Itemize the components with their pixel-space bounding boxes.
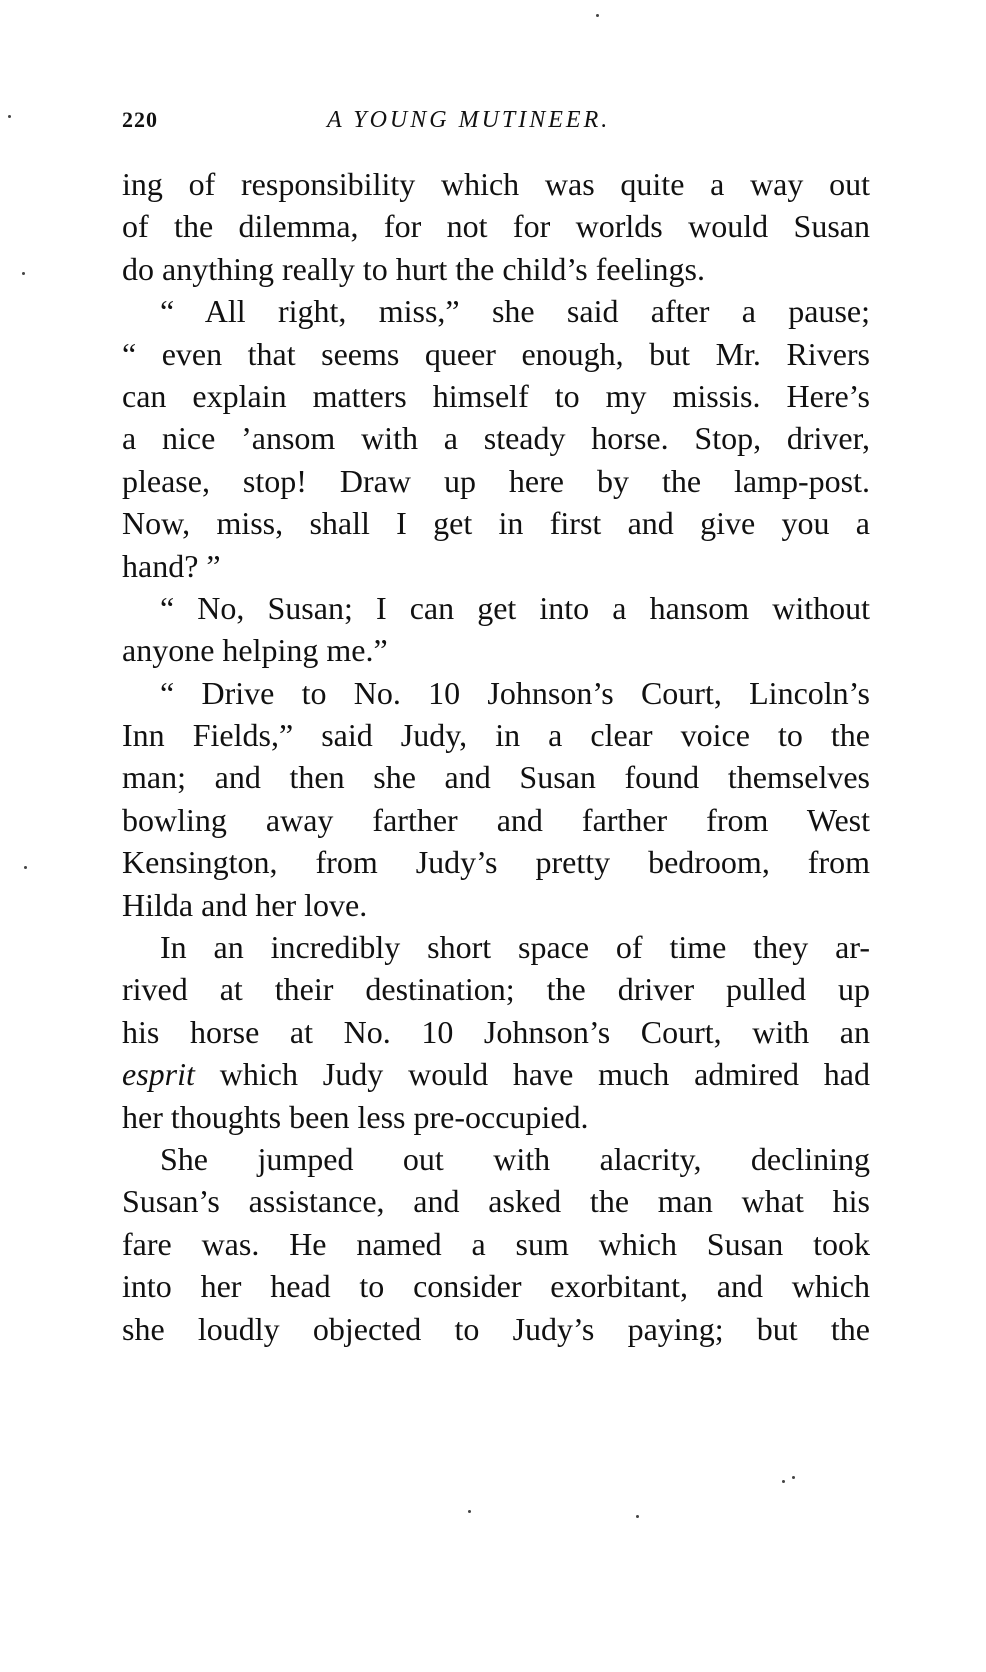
scan-speck <box>8 115 11 118</box>
text-line: Susan’s assistance, and asked the man what his <box>122 1183 870 1220</box>
scan-speck <box>22 272 25 275</box>
text-line: do anything really to hurt the child’s feelings. <box>122 250 705 287</box>
scan-speck <box>24 866 27 869</box>
text-line: please, stop! Draw up here by the lamp-post. <box>122 462 870 499</box>
text-line: hand? ” <box>122 547 221 584</box>
page-number: 220 <box>122 107 158 132</box>
running-title: A YOUNG MUTINEER. <box>327 107 611 133</box>
text-line: “ even that seems queer enough, but Mr. Rivers <box>122 335 870 372</box>
scan-speck <box>468 1510 471 1513</box>
text-line: her thoughts been less pre-occupied. <box>122 1098 589 1135</box>
text-line: In an incredibly short space of time they ar- <box>160 929 870 966</box>
text-line: Kensington, from Judy’s pretty bedroom, from <box>122 844 870 881</box>
running-head <box>122 107 870 147</box>
scan-speck <box>636 1515 639 1518</box>
text-line: his horse at No. 10 Johnson’s Court, with an <box>122 1013 870 1050</box>
text-line <box>122 1053 870 1095</box>
text-line: into her head to consider exorbitant, and which <box>122 1268 870 1305</box>
text-line: rived at their destination; the driver pulled up <box>122 971 870 1008</box>
italic-word: esprit <box>122 1056 195 1093</box>
text-line: “ Drive to No. 10 Johnson’s Court, Lincoln’s <box>160 674 870 711</box>
text-line: “ All right, miss,” she said after a pause; <box>160 293 870 330</box>
text-line: she loudly objected to Judy’s paying; but the <box>122 1310 870 1347</box>
text-line: fare was. He named a sum which Susan took <box>122 1225 870 1262</box>
text-line: can explain matters himself to my missis. Here’s <box>122 377 870 414</box>
scan-speck <box>596 14 599 17</box>
text-line: Hilda and her love. <box>122 886 368 923</box>
text-line: Inn Fields,” said Judy, in a clear voice to the <box>122 717 870 754</box>
scan-speck <box>792 1476 795 1479</box>
scan-speck <box>782 1480 785 1483</box>
text-line: anyone helping me.” <box>122 632 388 669</box>
text-line: bowling away farther and farther from West <box>122 801 870 838</box>
text-line: Now, miss, shall I get in first and give you a <box>122 505 870 542</box>
text-fragment: which Judy would have much admired had <box>194 1056 870 1093</box>
text-line: ing of responsibility which was quite a way out <box>122 166 870 202</box>
text-line: of the dilemma, for not for worlds would Susan <box>122 208 870 245</box>
text-line: man; and then she and Susan found themselves <box>122 759 870 796</box>
text-line: a nice ’ansom with a steady horse. Stop, driver, <box>122 420 870 457</box>
text-line: “ No, Susan; I can get into a hansom without <box>160 589 870 626</box>
body-text <box>122 163 870 1350</box>
text-line: She jumped out with alacrity, declining <box>160 1140 870 1177</box>
